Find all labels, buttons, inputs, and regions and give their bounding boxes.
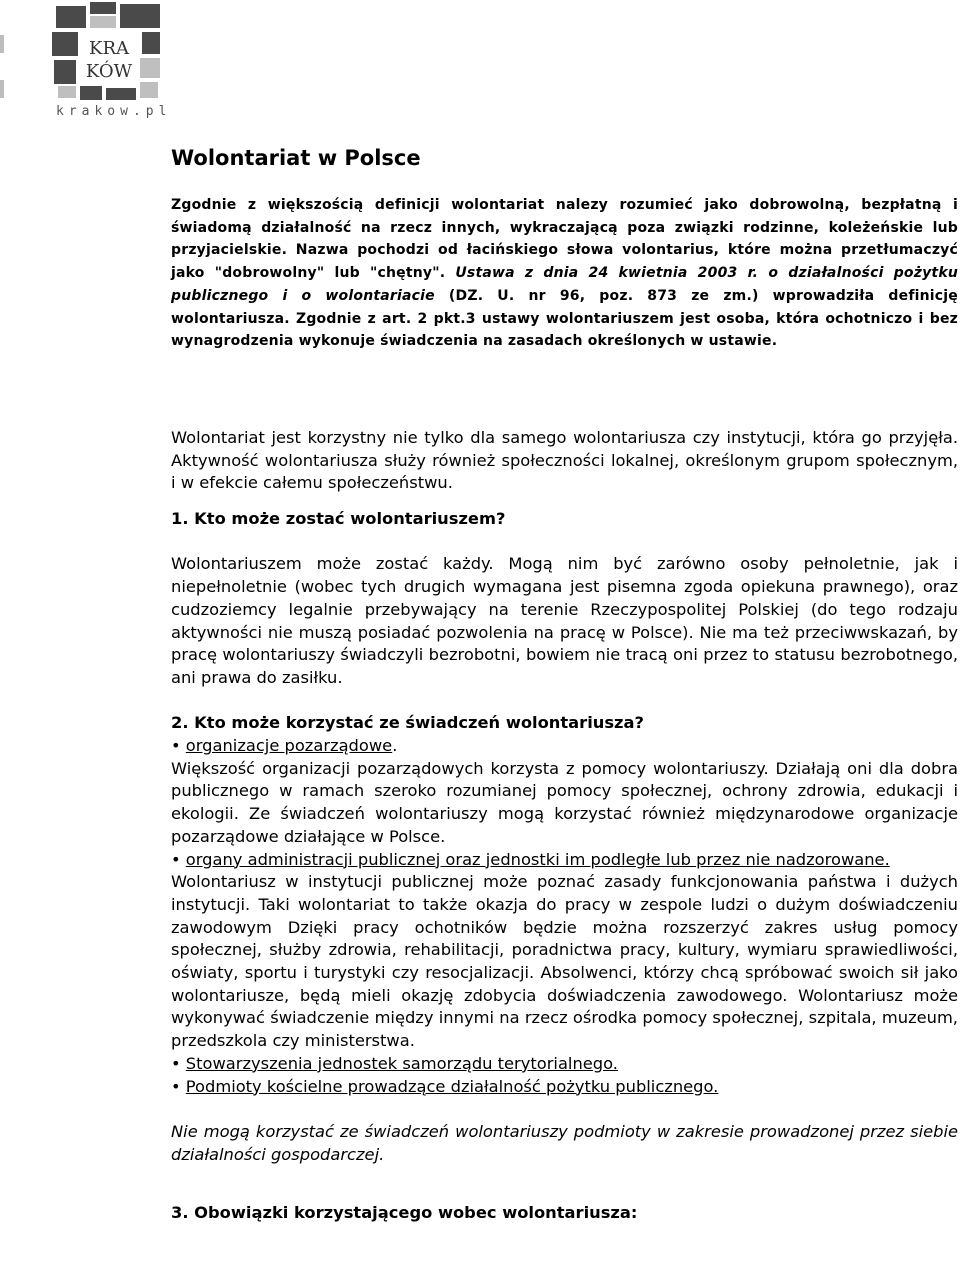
law-reference: Ustawa z dnia 24 kwietnia 2003 r. o działalności pożytku publicznego i o wolontariacie [171,265,958,304]
bullet-icon: • [171,849,181,869]
intro-text-part1: Zgodnie z większością definicji wolontariat nalezy rozumieć jako dobrowolną, bezpłatną i świadomą działalność na rzecz innych, wykraczającą poza związki rodzinne, koleżeńskie lub przyjacielskie. Nazwa pochodzi od łacińskiego słowa volontarius, które można przetłumaczyć jako "dobrowolny" lub "chętny". [171,197,958,282]
intro-text-part2: (DZ. U. nr 96, poz. 873 ze zm.) wprowadziła definicję wolontariusza. Zgodnie z art. 2 pkt.3 ustawy wolontariuszem jest osoba, która ochotniczo i bez wynagrodzenia wykonuje świadczenia na zasadach określonych w ustawie. [171,287,958,350]
intro-paragraph [171,194,958,353]
logo-text-line1: KRA [89,38,129,59]
list-item-public-admin [171,849,958,872]
logo-url: krakow.pl [56,104,172,119]
document-page [171,144,958,1225]
logo-edge-mark [0,35,4,53]
bullet-icon: • [171,736,181,756]
list-item-associations [171,1053,958,1076]
list-item-church-entities [171,1076,958,1099]
link-ngo[interactable]: organizacje pozarządowe [185,736,393,756]
section-3-heading: 3. Obowiązki korzystającego wobec wolontariusza: [171,1203,638,1223]
bullet-icon: • [171,1053,181,1073]
benefits-paragraph: Wolontariat jest korzystny nie tylko dla samego wolontariusza czy instytucji, która go przyjęła. Aktywność wolontariusza służy również społeczności lokalnej, określonym grupom społecznym, i w efekcie całemu społeczeństwu. [171,427,958,493]
logo-edge-mark [0,80,4,98]
bullet-icon: • [171,1076,181,1096]
link-public-admin[interactable]: organy administracji publicznej oraz jednostki im podległe lub przez nie nadzorowane. [185,849,890,869]
list-item-tail: . [392,736,398,756]
ngo-text: Większość organizacji pozarządowych korzysta z pomocy wolontariuszy. Działają oni dla dobra publicznego w ramach szeroko rozumianej pomocy społecznej, ochrony zdrowia, edukacji i ekologii. Ze świadczeń wolontariuszy mogą korzystać również międzynarodowe organizacje pozarządowe działające w Polsce. [171,758,958,846]
section-2-heading: 2. Kto może korzystać ze świadczeń wolontariusza? [171,713,644,733]
link-associations[interactable]: Stowarzyszenia jednostek samorządu terytorialnego. [185,1053,618,1073]
logo-text-line2: KÓW [85,61,133,82]
page-title: Wolontariat w Polsce [171,146,421,170]
section-1-heading: 1. Kto może zostać wolontariuszem? [171,509,506,529]
link-church-entities[interactable]: Podmioty kościelne prowadzące działalność pożytku publicznego. [185,1076,719,1096]
krakow-logo-mark [50,2,162,102]
restriction-note: Nie mogą korzystać ze świadczeń wolontariuszy podmioty w zakresie prowadzonej przez siebie działalności gospodarczej. [171,1121,958,1164]
section-1-text: Wolontariuszem może zostać każdy. Mogą nim być zarówno osoby pełnoletnie, jak i niepełnoletnie (wobec tych drugich wymagana jest pisemna zgoda opiekuna prawnego), oraz cudzoziemcy legalnie przebywający na terenie Rzeczypospolitej Polskiej (do tego rodzaju aktywności nie muszą posiadać pozwolenia na pracę w Polsce). Nie ma też przeciwwskazań, by pracę wolontariuszy świadczyli bezrobotni, bowiem nie tracą oni przez to statusu bezrobotnego, ani prawa do zasiłku. [171,554,958,687]
krakow-logo [0,0,175,130]
public-admin-text: Wolontariusz w instytucji publicznej może poznać zasady funkcjonowania państwa i dużych instytucji. Taki wolontariat to także okazja do pracy w zespole ludzi o dużym doświadczeniu zawodowym Dzięki pracy ochotników będzie można rozszerzyć zakres usług pomocy społecznej, służby zdrowia, rehabilitacji, poradnictwa pracy, kultury, wymiaru sprawiedliwości, oświaty, sportu i turystyki czy resocjalizacji. Absolwenci, którzy chcą spróbować swoich sił jako wolontariusze, będą mieli okazję zdobycia doświadczenia zawodowego. Wolontariusz może wykonywać świadczenie między innymi na rzecz ośrodka pomocy społecznej, szpitala, muzeum, przedszkola czy ministerstwa. [171,872,958,1051]
list-item-ngo [171,735,958,758]
